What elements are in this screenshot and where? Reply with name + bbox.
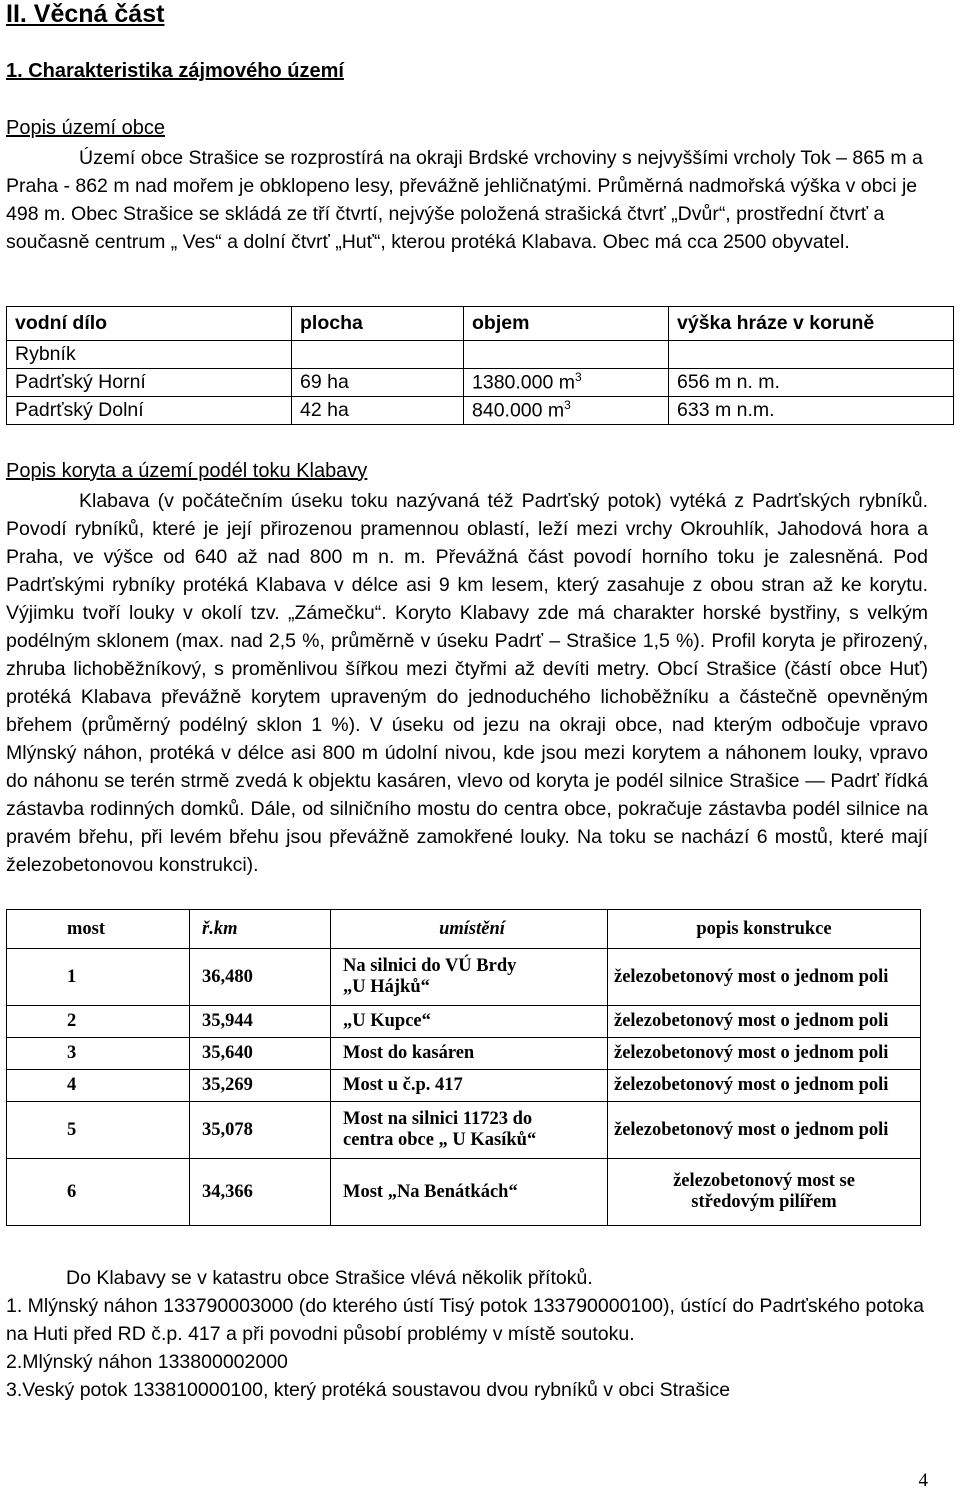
reservoir-dam-height: 633 m n.m. [669, 397, 954, 425]
bridge-construction: železobetonový most o jednom poli [608, 949, 921, 1006]
table-row [7, 369, 954, 397]
table-row [7, 1159, 921, 1226]
chapter-heading: 1. Charakteristika zájmového území [6, 60, 344, 82]
tributary-item-3: 3.Veský potok 133810000100, který protéká soustavou dvou rybníků v obci Strašice [6, 1379, 731, 1401]
reservoir-name: Padrťský Dolní [7, 397, 292, 425]
river-description [6, 487, 928, 879]
tributary-item-1: 1. Mlýnský náhon 133790003000 (do kterého ústí Tisý potok 133790000100), ústící do Padrťského potoka na Huti před RD č.p. 417 a při povodni působí problémy v místě soutoku. [6, 1295, 924, 1345]
bridge-river-km: 35,269 [190, 1070, 331, 1102]
bridge-construction: železobetonový most o jednom poli [608, 1070, 921, 1102]
bridge-construction: železobetonový most o jednom poli [608, 1102, 921, 1159]
bridge-number: 3 [7, 1038, 190, 1070]
col-header-river-km: ř.km [190, 910, 331, 949]
reservoir-name: Padrťský Horní [7, 369, 292, 397]
reservoir-area: 42 ha [292, 397, 464, 425]
bridge-location: Na silnici do VÚ Brdy „U Hájků“ [331, 949, 608, 1006]
table-row [7, 397, 954, 425]
bridge-construction: železobetonový most se středovým pilířem [608, 1159, 921, 1226]
bridge-location: Most na silnici 11723 do centra obce „ U Kasíků“ [331, 1102, 608, 1159]
area-description-text: Území obce Strašice se rozprostírá na okraji Brdské vrchoviny s nejvyššími vrcholy Tok – 865 m a Praha - 862 m nad mořem je obklopeno lesy, převážně jehličnatými. Průměrná nadmořská výška v obci je 498 m. Obec Strašice se skládá ze tří čtvrtí, nejvýše položená strašická čtvrť „Dvůr“, prostřední čtvrť a současně centrum „ Ves“ a dolní čtvrť „Huť“, kterou protéká Klabava. Obec má cca 2500 obyvatel. [6, 147, 923, 253]
tributary-item-2: 2.Mlýnský náhon 133800002000 [6, 1351, 288, 1373]
table-row [7, 1070, 921, 1102]
bridge-river-km: 35,078 [190, 1102, 331, 1159]
page-heading: II. Věcná část [6, 0, 165, 28]
bridge-construction: železobetonový most o jednom poli [608, 1038, 921, 1070]
section-title-river: Popis koryta a území podél toku Klabavy [6, 460, 368, 482]
col-header-volume: objem [464, 307, 669, 341]
reservoir-group-row [7, 341, 954, 369]
group-label: Rybník [7, 341, 292, 369]
reservoir-header-row [7, 307, 954, 341]
reservoir-area: 69 ha [292, 369, 464, 397]
bridge-river-km: 35,944 [190, 1006, 331, 1038]
bridge-location: „U Kupce“ [331, 1006, 608, 1038]
reservoir-table [6, 306, 954, 425]
bridge-location: Most u č.p. 417 [331, 1070, 608, 1102]
bridge-location: Most „Na Benátkách“ [331, 1159, 608, 1226]
river-description-text: Klabava (v počátečním úseku toku nazývaná též Padrťský potok) vytéká z Padrťských rybníků. Povodí rybníků, které je její přirozenou pramennou oblastí, leží mezi vrchy Okrouhlík, Jahodová hora a Praha, ve výšce od 640 až nad 800 m n. m. Převážná část povodí horního toku je zalesněná. Pod Padrťskými rybníky protéká Klabava v délce asi 9 km lesem, který zasahuje z obou stran až ke korytu. Výjimku tvoří louky v okolí tzv. „Zámečku“. Koryto Klabavy zde má charakter horské bystřiny, s velkým podélným sklonem (max. nad 2,5 %, průměrně v úseku Padrť – Strašice 1,5 %). Profil koryta je přirozený, zhruba lichoběžníkový, s proměnlivou šířkou mezi čtyřmi až devíti metry. Obcí Strašice (částí obce Huť) protéká Klabava převážně korytem upraveným do jednoduchého lichoběžníku a částečně opevněným břehem (průměrný podélný sklon 1 %). V úseku od jezu na okraji obce, nad kterým odbočuje vpravo Mlýnský náhon, protéká v délce asi 800 m údolní nivou, kde jsou mezi korytem a náhonem louky, vpravo do náhonu se terén strmě zvedá k objektu kasáren, vlevo od koryta je podél silnice Strašice — Padrť řídká zástavba rodinných domků. Dále, od silničního mostu do centra obce, pokračuje zástavba podél silnice na pravém břehu, při levém břehu jsou převážně zamokřené louky. Na toku se nachází 6 mostů, které mají železobetonovou konstrukci). [6, 490, 928, 876]
bridge-number: 2 [7, 1006, 190, 1038]
reservoir-volume: 1380.000 $m^3$ [464, 369, 669, 397]
tributaries-intro: Do Klabavy se v katastru obce Strašice vlévá několik přítoků. [66, 1267, 593, 1289]
bridge-river-km: 35,640 [190, 1038, 331, 1070]
section-title-area: Popis území obce [6, 117, 165, 139]
bridge-number: 5 [7, 1102, 190, 1159]
col-header-bridge: most [7, 910, 190, 949]
bridge-number: 1 [7, 949, 190, 1006]
col-header-construction: popis konstrukce [608, 910, 921, 949]
col-header-location: umístění [331, 910, 608, 949]
page-number: 4 [918, 1470, 928, 1491]
col-header-structure: vodní dílo [7, 307, 292, 341]
bridge-location: Most do kasáren [331, 1038, 608, 1070]
col-header-dam-height: výška hráze v koruně [669, 307, 954, 341]
table-row [7, 1102, 921, 1159]
bridge-river-km: 36,480 [190, 949, 331, 1006]
bridge-river-km: 34,366 [190, 1159, 331, 1226]
area-description [6, 144, 930, 256]
reservoir-dam-height: 656 m n. m. [669, 369, 954, 397]
bridge-number: 4 [7, 1070, 190, 1102]
table-row [7, 1038, 921, 1070]
reservoir-volume: 840.000 $m^3$ [464, 397, 669, 425]
bridge-header-row [7, 910, 921, 949]
bridge-number: 6 [7, 1159, 190, 1226]
table-row [7, 949, 921, 1006]
bridge-construction: železobetonový most o jednom poli [608, 1006, 921, 1038]
bridge-table [6, 909, 921, 1226]
col-header-area: plocha [292, 307, 464, 341]
table-row [7, 1006, 921, 1038]
